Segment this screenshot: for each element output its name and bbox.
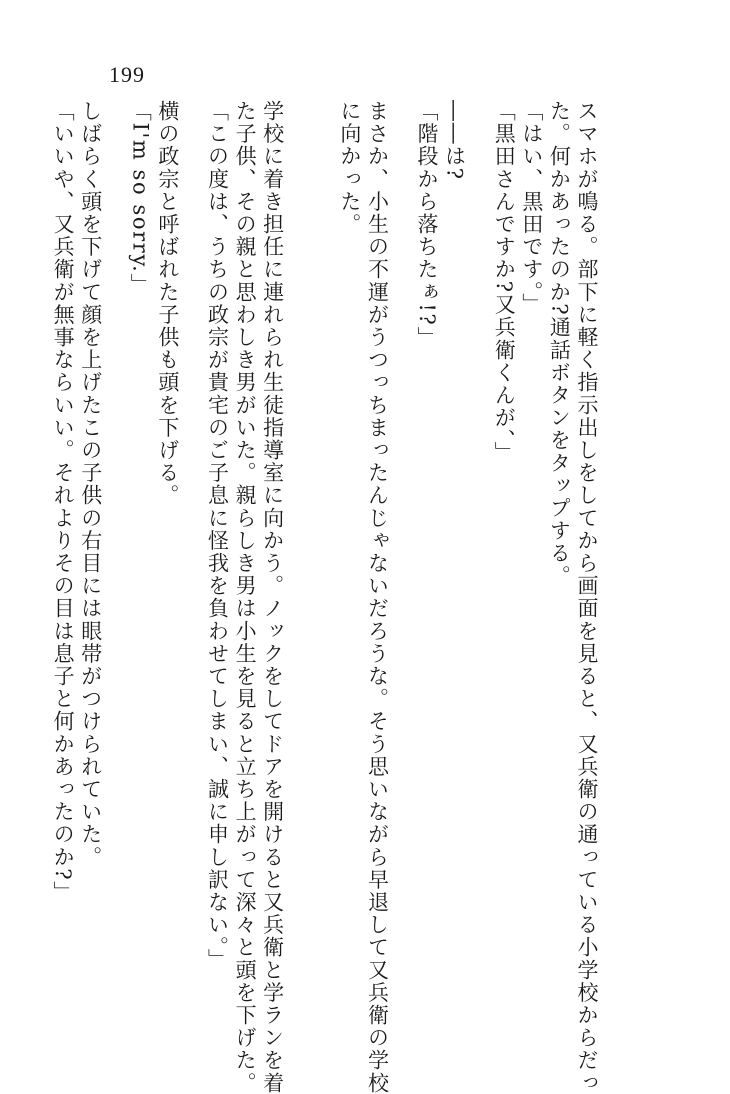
text-line: しばらく頭を下げて顔を上げたこの子供の右目には眼帯がつけられていた。 (78, 100, 103, 869)
text-line: た。何かあったのか?通話ボタンをタップする。 (547, 100, 572, 588)
text-line: た子供、その親と思わしき男がいた。親らしき男は小生を見ると立ち上がって深々と頭を下げた。 (233, 100, 258, 1094)
text-line: 「はい、黒田です。」 (519, 100, 544, 316)
text-line: 学校に着き担任に連れられ生徒指導室に向かう。ノックをしてドアを開けると又兵衛と学ランを着 (260, 100, 285, 1094)
text-line: 「黒田さんですか?又兵衛くんが、」 (492, 100, 517, 464)
page-number: 199 (109, 62, 145, 87)
text-line: 「この度は、うちの政宗が貴宅のご子息に怪我を負わせてしまい、誠に申し訳ない。」 (205, 100, 230, 971)
text-line: 横の政宗と呼ばれた子供も頭を下げる。 (155, 100, 180, 507)
text-line: 「I'm so sorry.」 (128, 100, 153, 296)
text-line: 「いいや、又兵衛が無事ならいい。それよりその目は息子と何かあったのか?」 (51, 100, 76, 904)
text-line: に向かった。 (337, 100, 362, 236)
text-line: スマホが鳴る。部下に軽く指示出しをしてから画面を見ると、又兵衛の通っている小学校からだっ (575, 100, 599, 1094)
text-line: 「階段から落ちたぁ!?」 (415, 100, 440, 349)
text-line: ――は? (442, 100, 467, 181)
body-text (49, 100, 623, 1094)
blank-line (308, 100, 336, 980)
text-line: まさか、小生の不運がうつっちまったんじゃないだろうな。そう思いながら早退して又兵衛の学校 (365, 100, 390, 1094)
